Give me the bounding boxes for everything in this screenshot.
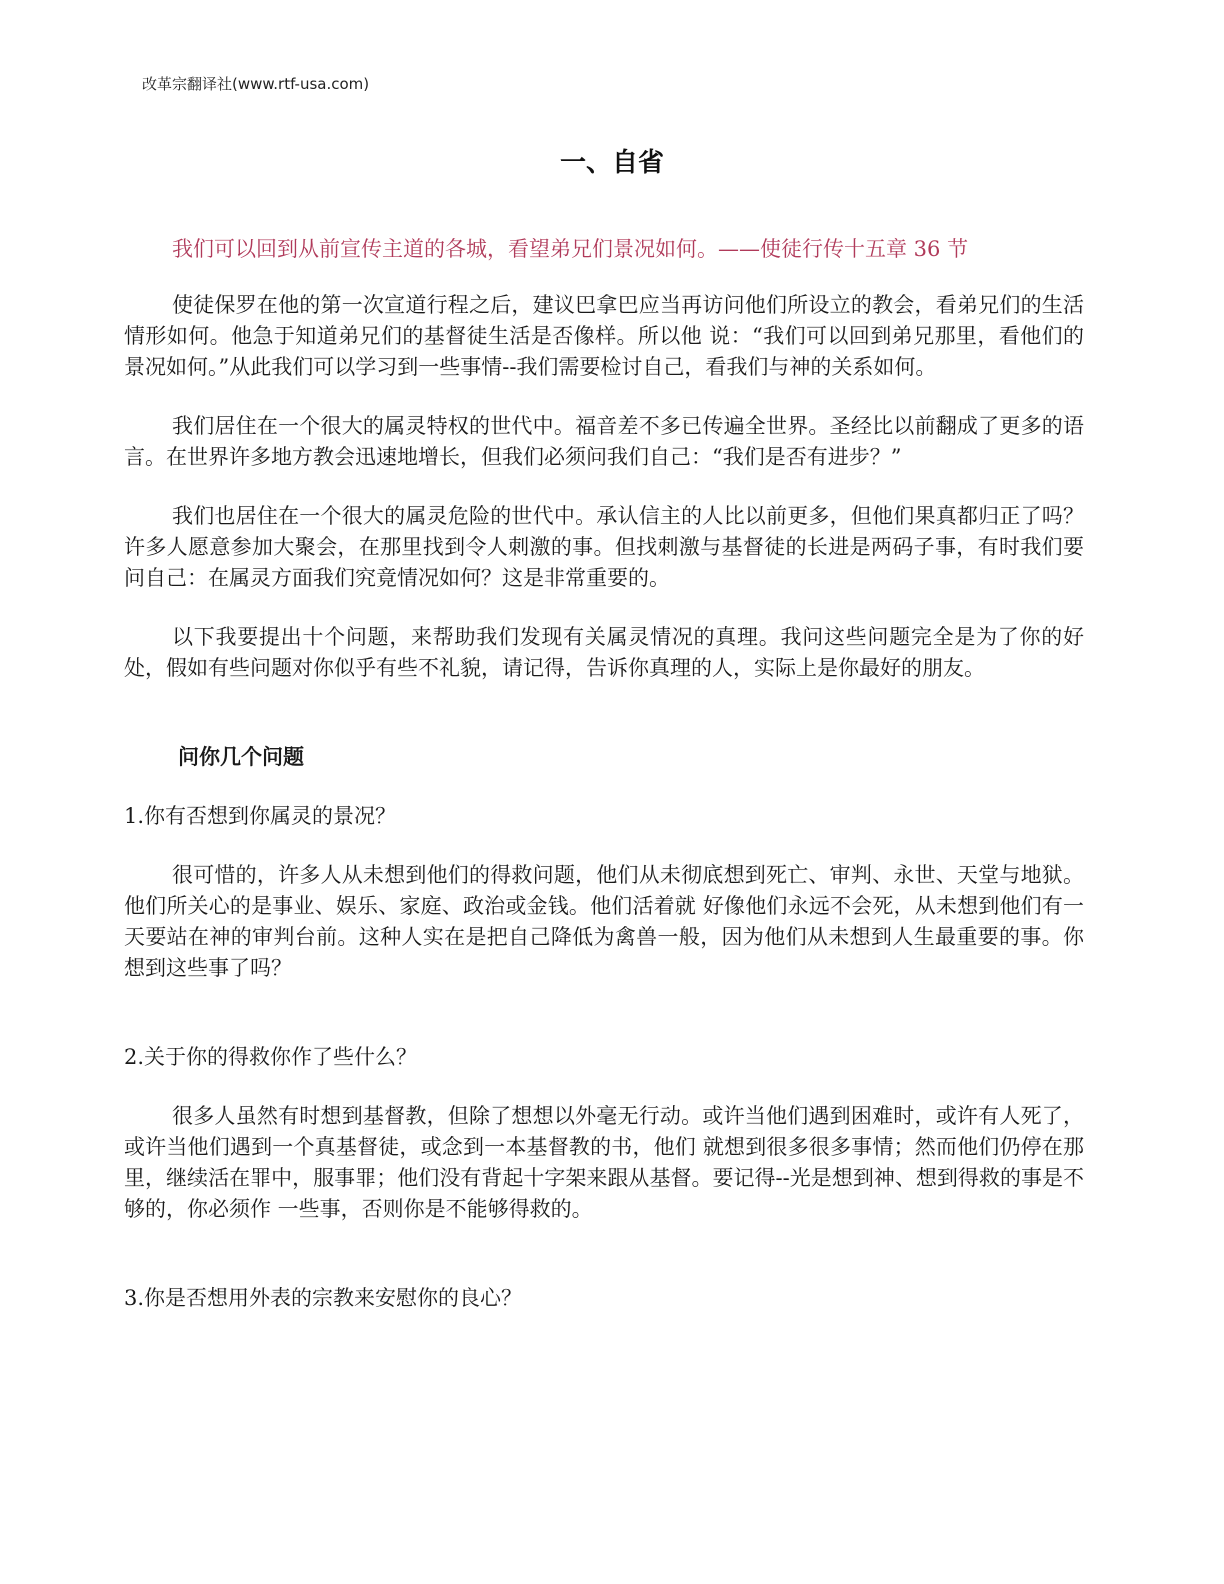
- intro-paragraph: 我们也居住在一个很大的属灵危险的世代中。承认信主的人比以前更多，但他们果真都归正了吗？许多人愿意参加大聚会，在那里找到令人刺激的事。但找刺激与基督徒的长进是两码子事，有时我们要问自己：在属灵方面我们究竟情况如何？这是非常重要的。: [124, 504, 1084, 590]
- answer-2: 很多人虽然有时想到基督教，但除了想想以外毫无行动。或许当他们遇到困难时，或许有人死了，或许当他们遇到一个真基督徒，或念到一本基督教的书，他们 就想到很多很多事情；然而他们仍停在那里，继续活在罪中，服事罪；他们没有背起十字架来跟从基督。要记得--光是想到神、想到得救的事是不够的，你必须作 一些事，否则你是不能够得救的。: [124, 1104, 1084, 1221]
- intro-paragraph: 以下我要提出十个问题，来帮助我们发现有关属灵情况的真理。我问这些问题完全是为了你的好处，假如有些问题对你似乎有些不礼貌，请记得，告诉你真理的人，实际上是你最好的朋友。: [124, 625, 1084, 680]
- source-note: 改革宗翻译社(www.rtf-usa.com): [142, 75, 370, 93]
- intro-paragraph: 我们居住在一个很大的属灵特权的世代中。福音差不多已传遍全世界。圣经比以前翻成了更多的语言。在世界许多地方教会迅速地增长，但我们必须问我们自己：“我们是否有进步？”: [124, 414, 1084, 469]
- section-heading: 问你几个问题: [178, 745, 304, 769]
- epigraph-quote: 我们可以回到从前宣传主道的各城，看望弟兄们景况如何。——使徒行传十五章 36 节: [172, 237, 969, 261]
- intro-paragraph: 使徒保罗在他的第一次宣道行程之后，建议巴拿巴应当再访问他们所设立的教会，看弟兄们的生活情形如何。他急于知道弟兄们的基督徒生活是否像样。所以他 说：“我们可以回到弟兄那里，看他们的景况如何。”从此我们可以学习到一些事情--我们需要检讨自己，看我们与神的关系如何。: [124, 293, 1084, 379]
- answer-1: 很可惜的，许多人从未想到他们的得救问题，他们从未彻底想到死亡、审判、永世、天堂与地狱。他们所关心的是事业、娱乐、家庭、政治或金钱。他们活着就 好像他们永远不会死，从未想到他们有一天要站在神的审判台前。这种人实在是把自己降低为禽兽一般，因为他们从未想到人生最重要的事。你想到这些事了吗？: [124, 863, 1084, 980]
- document-body: [124, 290, 1084, 1314]
- question-1: 1.你有否想到你属灵的景况？: [124, 804, 397, 828]
- page-title: 一、自省: [559, 148, 664, 178]
- question-3: 3.你是否想用外表的宗教来安慰你的良心？: [124, 1286, 523, 1310]
- question-2: 2.关于你的得救你作了些什么？: [124, 1045, 418, 1069]
